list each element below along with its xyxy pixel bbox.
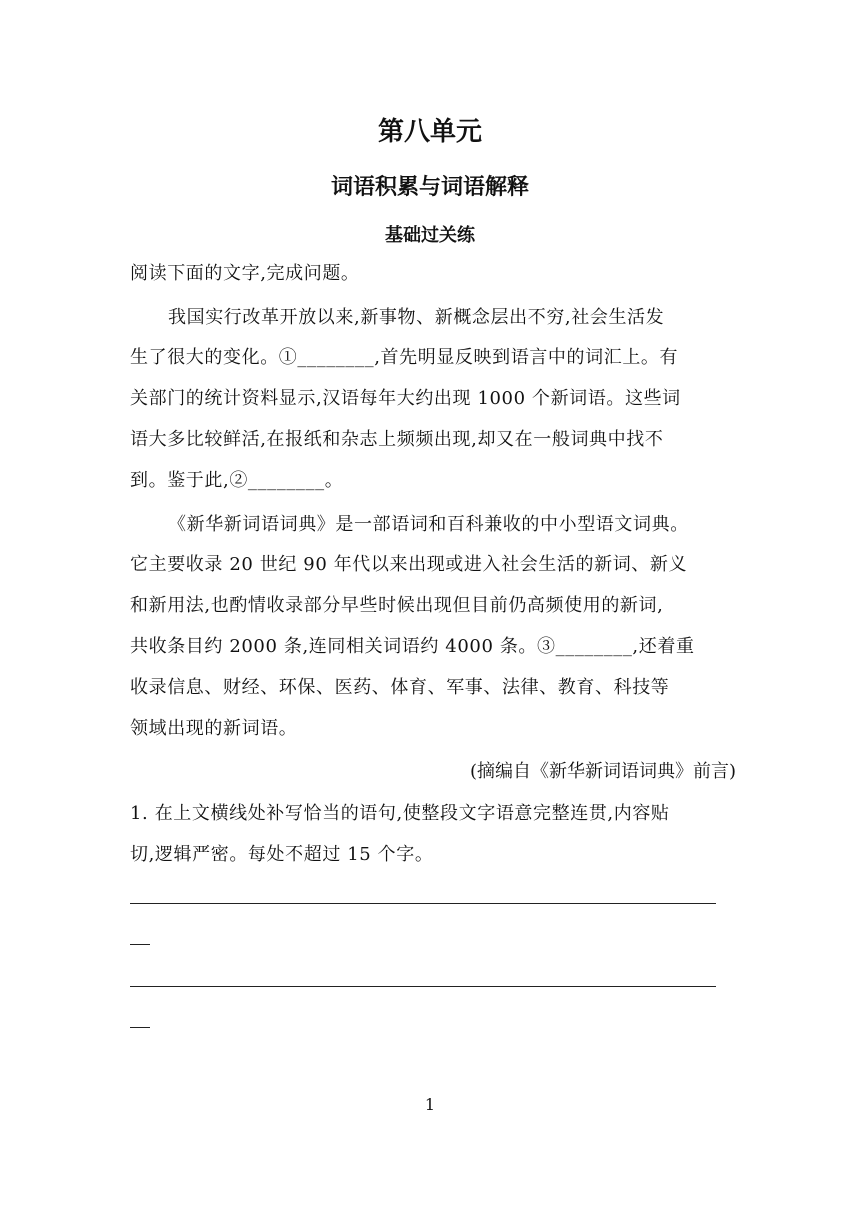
passage-p2-line: 收录信息、财经、环保、医药、体育、军事、法律、教育、科技等 [130,677,670,698]
passage-p1-line: 生了很大的变化。①________,首先明显反映到语言中的词汇上。有 [130,347,679,368]
question-line: 切,逻辑严密。每处不超过 15 个字。 [130,844,434,865]
unit-title: 第八单元 [377,117,482,147]
section-title: 基础过关练 [385,225,475,246]
passage-p2-line: 共收条目约 2000 条,连同相关词语约 4000 条。③________,还着重 [130,636,695,657]
passage-p1-line: 关部门的统计资料显示,汉语每年大约出现 1000 个新词语。这些词 [130,388,681,409]
question-line: 1. 在上文横线处补写恰当的语句,使整段文字语意完整连贯,内容贴 [130,803,670,824]
page-number: 1 [424,1095,436,1114]
passage-p1-line: 到。鉴于此,②________。 [130,470,344,491]
passage-p1-line: 语大多比较鲜活,在报纸和杂志上频频出现,却又在一般词典中找不 [130,429,664,450]
answer-line-end [130,944,150,945]
passage-p2-line: 《新华新词语词典》是一部语词和百科兼收的中小型语文词典。 [168,514,689,535]
lesson-title: 词语积累与词语解释 [330,175,529,200]
instruction-text: 阅读下面的文字,完成问题。 [130,263,360,284]
passage-source: (摘编自《新华新词语词典》前言) [469,761,736,782]
passage-p2-line: 领域出现的新词语。 [130,718,298,739]
passage-p1-line: 我国实行改革开放以来,新事物、新概念层出不穷,社会生活发 [168,307,665,328]
answer-line-end [130,1027,150,1028]
passage-p2-line: 它主要收录 20 世纪 90 年代以来出现或进入社会生活的新词、新义 [130,554,688,575]
answer-line[interactable] [130,986,716,987]
answer-line[interactable] [130,903,716,904]
passage-p2-line: 和新用法,也酌情收录部分早些时候出现但目前仍高频使用的新词, [130,595,664,616]
